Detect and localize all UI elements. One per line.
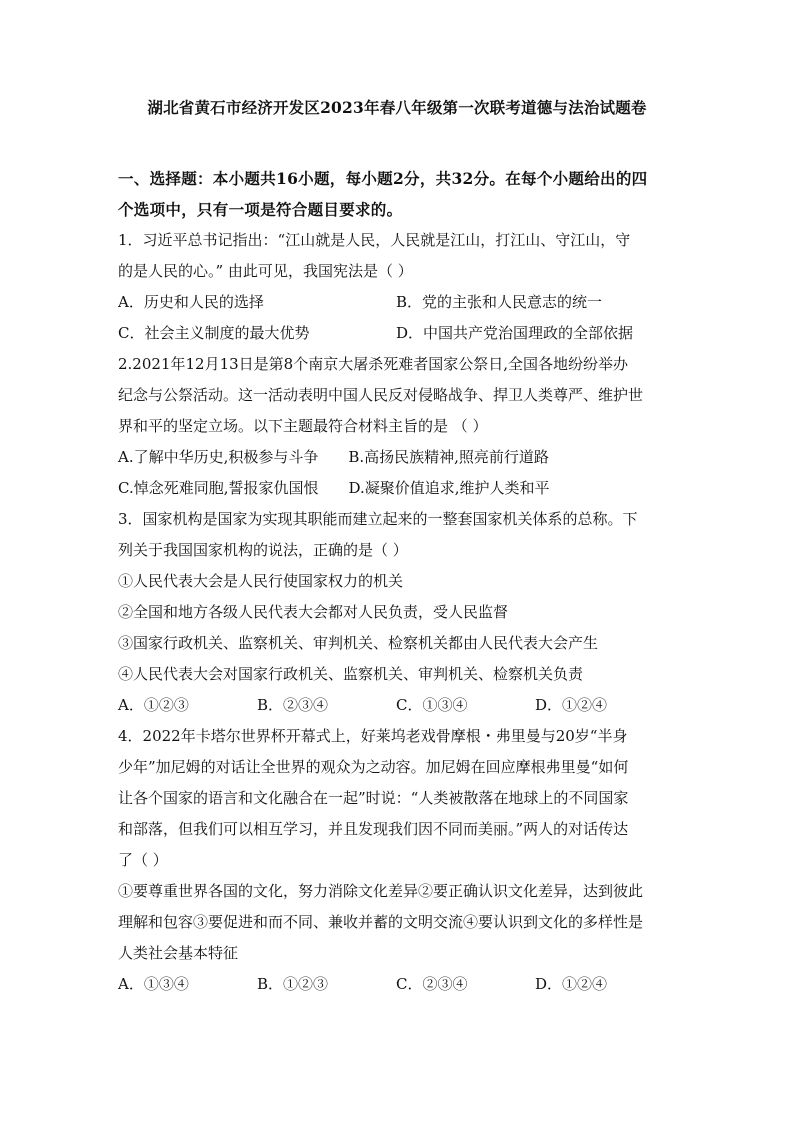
question-3 — [118, 504, 680, 721]
question-stem-line: 列关于我国国家机构的说法，正确的是（ ） — [118, 541, 408, 559]
option-b: B．党的主张和人民意志的统一 — [396, 293, 603, 311]
option-row — [118, 969, 680, 1000]
option-c: C．①③④ — [396, 696, 468, 714]
statement-item: ①人民代表大会是人民行使国家权力的机关 — [118, 572, 404, 590]
statement-item: ④人民代表大会对国家行政机关、监察机关、审判机关、检察机关负责 — [118, 665, 584, 683]
option-d: D．①②④ — [535, 975, 608, 993]
option-b: B．①②③ — [257, 975, 329, 993]
option-a: A．①②③ — [118, 696, 189, 714]
statement-item: ②全国和地方各级人民代表大会都对人民负责，受人民监督 — [118, 603, 509, 621]
section-heading-line: 个选项中，只有一项是符合题目要求的。 — [118, 200, 403, 219]
option-row — [118, 287, 680, 318]
option-c: C．②③④ — [396, 975, 468, 993]
option-row — [118, 690, 680, 721]
question-stem-line: 了（ ） — [118, 851, 168, 869]
option-a: A．①③④ — [118, 975, 189, 993]
question-1 — [118, 225, 680, 349]
option-a: A.了解中华历史,积极参与斗争 — [118, 448, 319, 466]
option-b: B.高扬民族精神,照亮前行道路 — [348, 448, 549, 466]
section-heading — [118, 163, 680, 225]
option-row — [118, 473, 680, 504]
option-c: C.悼念死难同胞,誓报家仇国恨 — [118, 479, 319, 497]
option-a: A．历史和人民的选择 — [118, 293, 264, 311]
statement-line: ①要尊重世界各国的文化，努力消除文化差异②要正确认识文化差异，达到彼此 — [118, 882, 644, 900]
question-stem-line: 少年”加尼姆的对话让全世界的观众为之动容。加尼姆在回应摩根弗里曼“如何 — [118, 758, 629, 776]
question-stem-line: 1．习近平总书记指出：“江山就是人民，人民就是江山，打江山、守江山，守 — [118, 231, 631, 249]
question-stem-line: 让各个国家的语言和文化融合在一起”时说：“人类被散落在地球上的不同国家 — [118, 789, 629, 807]
question-stem-line: 和部落，但我们可以相互学习，并且发现我们因不同而美丽。”两人的对话传达 — [118, 820, 629, 838]
question-section — [118, 163, 680, 1000]
option-d: D．①②④ — [535, 696, 608, 714]
question-stem-line: 4．2022年卡塔尔世界杯开幕式上，好莱坞老戏骨摩根・弗里曼与20岁“半身 — [118, 727, 628, 745]
section-heading-line: 一、选择题：本小题共16小题，每小题2分，共32分。在每个小题给出的四 — [118, 169, 648, 188]
option-b: B．②③④ — [257, 696, 329, 714]
page-title: 湖北省黄石市经济开发区2023年春八年级第一次联考道德与法治试题卷 — [147, 98, 647, 117]
question-stem-line: 2.2021年12月13日是第8个南京大屠杀死难者国家公祭日,全国各地纷纷举办 — [118, 355, 628, 373]
option-row — [118, 442, 680, 473]
statement-line: 理解和包容③要促进和而不同、兼收并蓄的文明交流④要认识到文化的多样性是 — [118, 913, 644, 931]
statement-line: 人类社会基本特征 — [118, 944, 239, 962]
question-stem-line: 的是人民的心。” 由此可见，我国宪法是（ ） — [118, 262, 413, 280]
option-d: D.凝聚价值追求,维护人类和平 — [348, 479, 550, 497]
statement-item: ③国家行政机关、监察机关、审判机关、检察机关都由人民代表大会产生 — [118, 634, 599, 652]
question-stem-line: 纪念与公祭活动。这一活动表明中国人民反对侵略战争、捍卫人类尊严、维护世 — [118, 386, 644, 404]
question-stem-line: 界和平的坚定立场。以下主题最符合材料主旨的是 （ ） — [118, 417, 488, 435]
question-4 — [118, 721, 680, 1000]
option-d: D．中国共产党治国理政的全部依据 — [396, 324, 634, 342]
option-c: C．社会主义制度的最大优势 — [118, 324, 310, 342]
option-row — [118, 318, 680, 349]
question-2 — [118, 349, 680, 504]
question-stem-line: 3．国家机构是国家为实现其职能而建立起来的一整套国家机关体系的总称。下 — [118, 510, 638, 528]
